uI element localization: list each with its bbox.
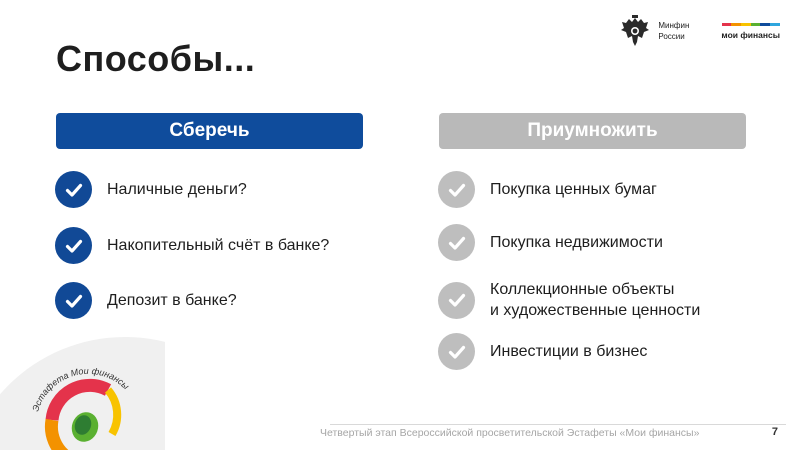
- list-item-label-line1: Коллекционные объекты: [490, 281, 675, 298]
- brand-name: мои финансы: [721, 29, 780, 40]
- column-header-grow: Приумножить: [439, 113, 746, 149]
- brand-color-segment: [741, 23, 751, 26]
- ministry-name-line1: Минфин: [658, 21, 690, 30]
- double-headed-eagle-icon: [620, 14, 650, 48]
- list-item: [438, 333, 647, 370]
- list-item-label: Покупка ценных бумаг: [490, 181, 657, 198]
- list-item-label: Наличные деньги?: [107, 181, 247, 198]
- minfin-logo: [620, 14, 689, 48]
- list-item-label: Инвестиции в бизнес: [490, 343, 648, 360]
- list-item-label: Депозит в банке?: [107, 292, 237, 309]
- check-icon: [55, 282, 92, 319]
- list-item: [438, 279, 700, 321]
- list-item: [55, 227, 329, 264]
- list-item-label: Накопительный счёт в банке?: [107, 237, 330, 254]
- list-item-label: Покупка недвижимости: [490, 234, 663, 251]
- page-title: Способы...: [56, 38, 256, 79]
- list-item: [438, 171, 657, 208]
- footer-text: Четвертый этап Всероссийской просветительской Эстафеты «Мои финансы»: [320, 427, 700, 439]
- check-icon: [438, 282, 475, 319]
- footer-divider: [330, 424, 786, 425]
- ministry-name-line2: России: [658, 32, 685, 41]
- check-icon: [438, 171, 475, 208]
- list-item: [55, 171, 247, 208]
- brand-color-bar: [722, 23, 780, 26]
- list-item: [55, 282, 237, 319]
- list-item-label: [490, 279, 700, 321]
- check-icon: [55, 171, 92, 208]
- relay-logo-text: Эстафета Мои финансы: [30, 365, 132, 413]
- relay-logo: [0, 330, 165, 450]
- brand-color-segment: [760, 23, 770, 26]
- header-logos: [620, 14, 780, 48]
- brand-color-segment: [722, 23, 732, 26]
- column-header-save: Сберечь: [56, 113, 363, 149]
- moi-finansy-logo: [721, 23, 780, 40]
- brand-color-segment: [770, 23, 780, 26]
- check-icon: [438, 224, 475, 261]
- page-number: 7: [771, 426, 778, 438]
- check-icon: [438, 333, 475, 370]
- brand-color-segment: [731, 23, 741, 26]
- check-icon: [55, 227, 92, 264]
- ministry-name: [658, 20, 689, 42]
- brand-color-segment: [751, 23, 761, 26]
- list-item-label-line2: и художественные ценности: [490, 302, 701, 319]
- list-item: [438, 224, 663, 261]
